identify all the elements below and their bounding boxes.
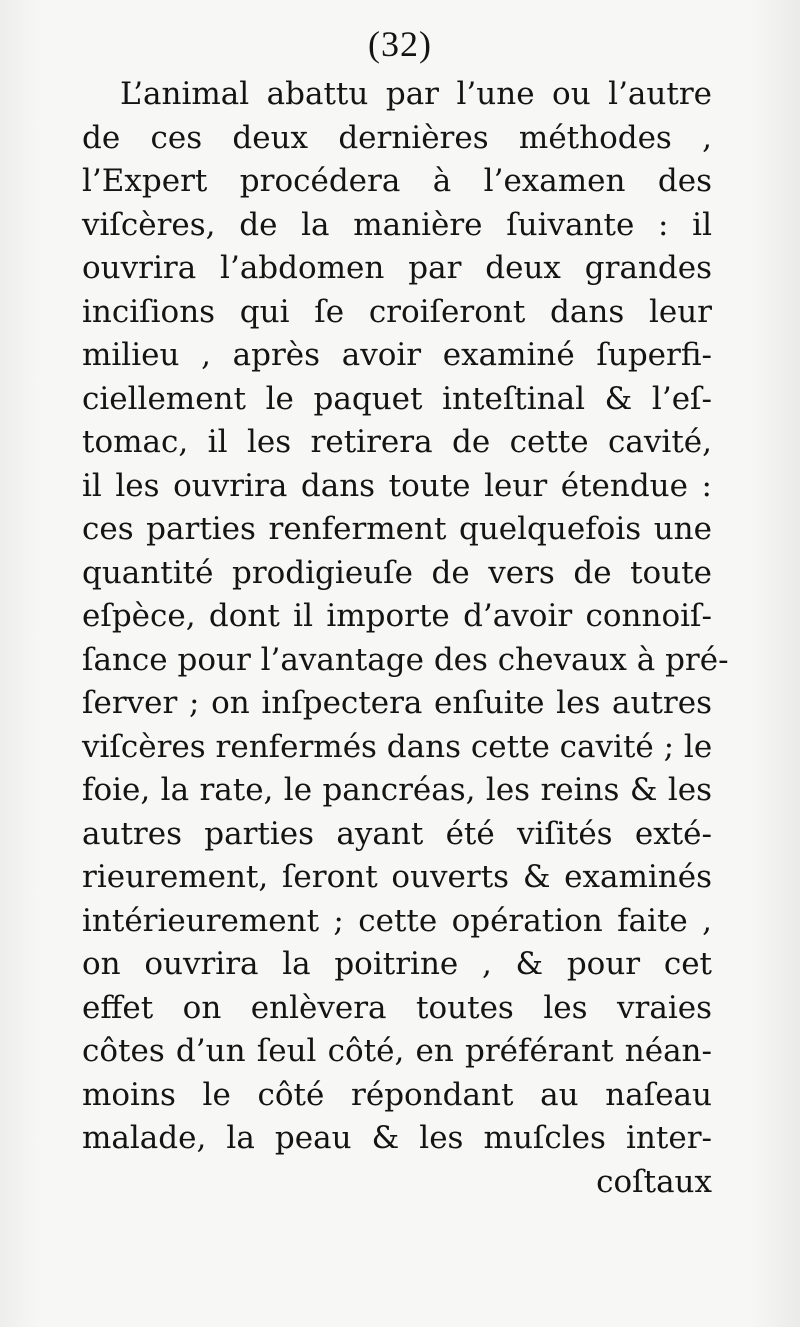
text-line: moins le côté répondant au naſeau: [82, 1076, 712, 1113]
text-line: viſcères, de la manière ſuivante : il: [82, 206, 712, 243]
text-line: foie, la rate, le pancréas, les reins & les: [82, 772, 712, 808]
text-line: effet on enlèvera toutes les vraies: [82, 989, 712, 1026]
page-number: (32): [368, 24, 432, 64]
text-line: milieu , après avoir examiné ſuperfi-: [82, 337, 712, 373]
text-line: ces parties renferment quelquefois une: [82, 511, 712, 547]
text-line: l’Expert procédera à l’examen des: [82, 163, 712, 199]
text-line: de ces deux dernières méthodes ,: [82, 119, 712, 156]
text-line: eſpèce, dont il importe d’avoir connoiſ-: [82, 598, 712, 634]
text-line: tomac, il les retirera de cette cavité,: [82, 424, 712, 460]
text-line: quantité prodigieuſe de vers de toute: [82, 554, 712, 591]
text-line: viſcères renfermés dans cette cavité ; le: [82, 728, 713, 765]
text-line: inciſions qui ſe croiſeront dans leur: [82, 293, 712, 330]
text-line: ciellement le paquet inteſtinal & l’eſ-: [82, 380, 712, 417]
text-line: L’animal abattu par l’une ou l’autre: [120, 76, 712, 112]
text-line: côtes d’un ſeul côté, en préférant néan-: [82, 1033, 712, 1069]
text-line: ouvrira l’abdomen par deux grandes: [82, 250, 712, 286]
text-line: autres parties ayant été viſités exté-: [82, 815, 712, 852]
text-line: on ouvrira la poitrine , & pour cet: [82, 946, 712, 982]
body-text: [82, 73, 729, 1204]
text-line: il les ouvrira dans toute leur étendue :: [82, 467, 712, 504]
text-line: rieurement, ſeront ouverts & examinés: [82, 859, 712, 895]
catchword-line: coſtaux: [596, 1163, 712, 1200]
text-line: intérieurement ; cette opération faite ,: [82, 902, 712, 939]
text-line: ſance pour l’avantage des chevaux à pré-: [82, 641, 729, 678]
text-line: malade, la peau & les muſcles inter-: [82, 1120, 712, 1156]
text-line: ſerver ; on inſpectera enſuite les autres: [82, 685, 712, 721]
